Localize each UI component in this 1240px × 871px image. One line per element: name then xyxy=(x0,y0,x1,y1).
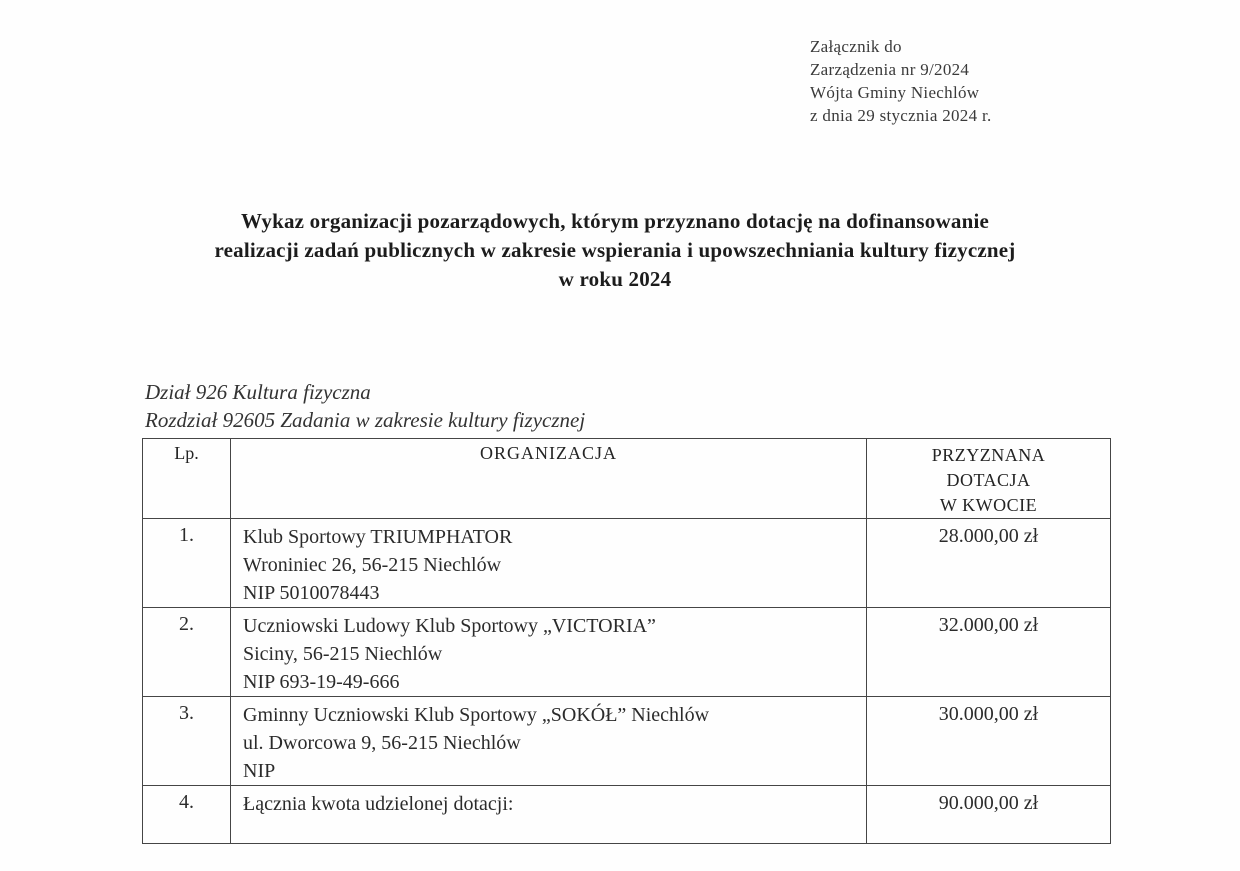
title-line: Wykaz organizacji pozarządowych, którym przyznano dotację na dofinansowanie xyxy=(240,209,990,233)
total-label-line: Łącznia kwota udzielonej dotacji: xyxy=(243,793,514,815)
header-amount-line: DOTACJA xyxy=(946,470,1031,490)
org-name-line: Uczniowski Ludowy Klub Sportowy „VICTORIA” xyxy=(243,615,656,637)
attachment-note-line: Załącznik do xyxy=(810,37,902,56)
attachment-note-line: Wójta Gminy Niechlów xyxy=(810,83,980,102)
org-address-line: ul. Dworcowa 9, 56-215 Niechlów xyxy=(243,732,521,754)
header-lp: Lp. xyxy=(143,439,231,519)
total-amount-cell: 90.000,00 zł xyxy=(867,786,1111,844)
total-label-cell xyxy=(231,786,867,844)
org-nip-line: NIP 693-19-49-666 xyxy=(243,671,400,693)
attachment-note-line: z dnia 29 stycznia 2024 r. xyxy=(810,106,992,125)
header-organization: ORGANIZACJA xyxy=(231,439,867,519)
title-line: realizacji zadań publicznych w zakresie wspierania i upowszechniania kultury fizycznej xyxy=(214,238,1016,262)
header-amount-line: PRZYZNANA xyxy=(931,445,1046,465)
budget-classification xyxy=(145,378,585,434)
org-address-line: Siciny, 56-215 Niechlów xyxy=(243,643,443,665)
table-header-row xyxy=(143,439,1111,519)
row-number: 1. xyxy=(143,519,231,608)
budget-dzial-line: Dział 926 Kultura fizyczna xyxy=(145,380,371,404)
document-title xyxy=(65,207,1165,294)
attachment-note-line: Zarządzenia nr 9/2024 xyxy=(810,60,970,79)
budget-rozdzial-line: Rozdział 92605 Zadania w zakresie kultury fizycznej xyxy=(145,408,586,432)
table-row xyxy=(143,608,1111,697)
amount-cell: 32.000,00 zł xyxy=(867,608,1111,697)
row-number: 3. xyxy=(143,697,231,786)
header-amount-line: W KWOCIE xyxy=(939,495,1038,515)
organization-cell xyxy=(231,697,867,786)
row-number: 2. xyxy=(143,608,231,697)
attachment-note xyxy=(810,35,992,127)
grants-table xyxy=(142,438,1111,844)
title-line: w roku 2024 xyxy=(558,267,672,291)
amount-cell: 30.000,00 zł xyxy=(867,697,1111,786)
org-address-line: Wroniniec 26, 56-215 Niechlów xyxy=(243,554,502,576)
row-number: 4. xyxy=(143,786,231,844)
amount-cell: 28.000,00 zł xyxy=(867,519,1111,608)
organization-cell xyxy=(231,608,867,697)
org-nip-line: NIP xyxy=(243,760,276,782)
organization-cell xyxy=(231,519,867,608)
table-row xyxy=(143,519,1111,608)
header-amount xyxy=(867,439,1111,519)
org-name-line: Klub Sportowy TRIUMPHATOR xyxy=(243,526,513,548)
table-row xyxy=(143,697,1111,786)
table-total-row xyxy=(143,786,1111,844)
org-name-line: Gminny Uczniowski Klub Sportowy „SOKÓŁ” Niechlów xyxy=(243,704,710,726)
org-nip-line: NIP 5010078443 xyxy=(243,582,380,604)
